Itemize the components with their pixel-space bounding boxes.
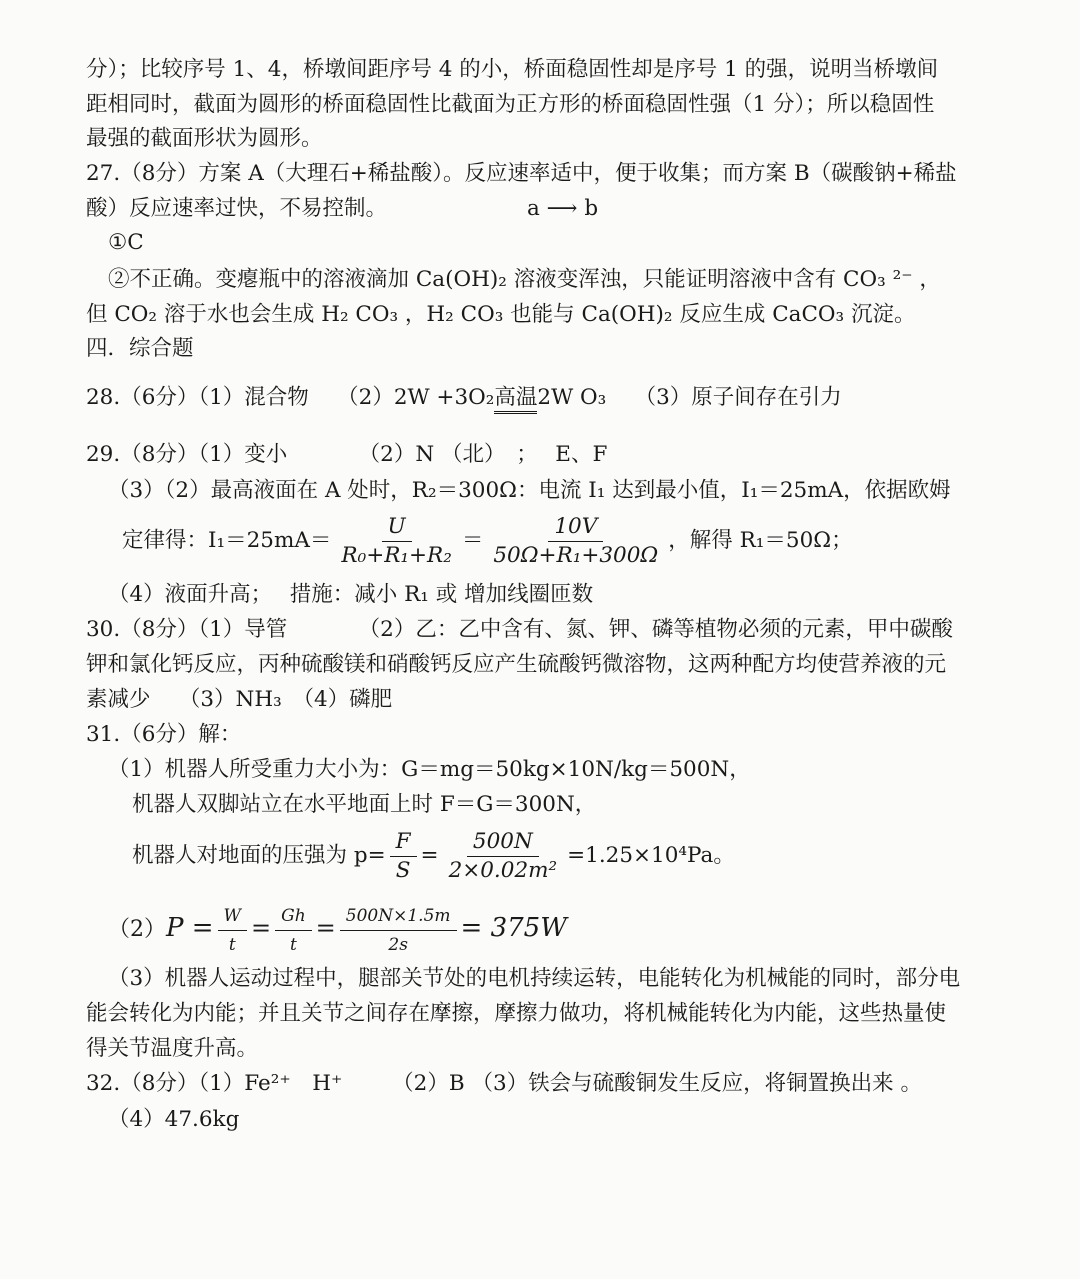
q31-eq-text: 机器人对地面的压强为 p= bbox=[132, 843, 386, 868]
fraction bbox=[275, 904, 312, 957]
text-line: 最强的截面形状为圆形。 bbox=[86, 126, 323, 151]
numerator: Gh bbox=[275, 904, 312, 931]
q27-line bbox=[86, 192, 598, 226]
denominator: t bbox=[228, 934, 236, 955]
section-heading: 四．综合题 bbox=[86, 336, 194, 361]
q32-line: （4）47.6kg bbox=[108, 1107, 240, 1132]
fraction bbox=[340, 904, 457, 957]
q31-result: = 375W bbox=[460, 913, 567, 943]
q29-line: （4）液面升高； 措施：减小 R₁ 或 增加线圈匝数 bbox=[108, 582, 594, 607]
q29-line: （3）（2）最高液面在 A 处时，R₂＝300Ω：电流 I₁ 达到最小值，I₁＝25mA，依据欧姆 bbox=[108, 478, 951, 503]
q27-line: ①C bbox=[108, 230, 144, 255]
q27-text: 酸）反应速率过快，不易控制。 bbox=[86, 196, 388, 221]
q31-eq-text: =1.25×10⁴Pa。 bbox=[567, 843, 735, 868]
q31-line: 机器人双脚站立在水平地面上时 F＝G＝300N， bbox=[132, 792, 597, 817]
q31-pressure-equation bbox=[132, 828, 735, 886]
q31-line: 31.（6分）解： bbox=[86, 722, 242, 747]
fraction bbox=[390, 830, 417, 883]
q31-line: 能会转化为内能；并且关节之间存在摩擦，摩擦力做功，将机械能转化为内能，这些热量使 bbox=[86, 1001, 947, 1026]
q29-equation bbox=[122, 514, 853, 570]
q28-line bbox=[86, 381, 842, 415]
q28-text: 28.（6分）（1）混合物 （2）2W +3O₂ bbox=[86, 385, 495, 410]
denominator: R₀+R₁+R₂ bbox=[341, 542, 452, 568]
q29-eq-text: 定律得：I₁＝25mA＝ bbox=[122, 528, 332, 553]
q27-arrow: a ⟶ b bbox=[527, 196, 599, 221]
numerator: F bbox=[390, 830, 417, 857]
q27-line: 但 CO₂ 溶于水也会生成 H₂ CO₃ ，H₂ CO₃ 也能与 Ca(OH)₂ 反应生成 CaCO₃ 沉淀。 bbox=[86, 302, 916, 327]
q31-power-equation bbox=[108, 898, 567, 960]
fraction bbox=[335, 515, 457, 568]
fraction bbox=[443, 830, 564, 883]
q27-line: 27.（8分）方案 A（大理石+稀盐酸）。反应速率适中，便于收集；而方案 B（碳酸钠+稀盐 bbox=[86, 161, 957, 186]
denominator: 2×0.02m² bbox=[448, 857, 558, 883]
numerator: W bbox=[218, 904, 247, 931]
numerator: U bbox=[382, 515, 412, 542]
q31-line: （1）机器人所受重力大小为：G＝mg＝50kg×10N/kg＝500N， bbox=[108, 757, 751, 782]
q30-line: 钾和氯化钙反应，丙种硫酸镁和硝酸钙反应产生硫酸钙微溶物，这两种配方均使营养液的元 bbox=[86, 652, 947, 677]
equals-sign: = bbox=[420, 843, 439, 868]
fraction bbox=[487, 515, 664, 568]
equals-sign: ＝ bbox=[461, 528, 484, 553]
numerator: 500N×1.5m bbox=[340, 904, 457, 931]
denominator: 2s bbox=[388, 934, 408, 955]
text-line: 分）；比较序号 1、4，桥墩间距序号 4 的小，桥面稳固性却是序号 1 的强，说明当桥墩间 bbox=[86, 57, 939, 82]
numerator: 500N bbox=[467, 830, 539, 857]
denominator: S bbox=[395, 857, 411, 883]
fraction bbox=[218, 904, 247, 957]
power-symbol: P = bbox=[166, 913, 214, 943]
q32-line: 32.（8分）（1）Fe²⁺ H⁺ （2）B （3）铁会与硫酸铜发生反应，将铜置换出来 。 bbox=[86, 1071, 922, 1096]
q31-eq-text: （2） bbox=[108, 917, 166, 942]
text-line: 距相同时，截面为圆形的桥面稳固性比截面为正方形的桥面稳固性强（1 分）；所以稳固性 bbox=[86, 92, 935, 117]
equals-sign: = bbox=[315, 914, 336, 942]
q31-line: 得关节温度升高。 bbox=[86, 1036, 259, 1061]
q30-line: 素减少 （3）NH₃ （4）磷肥 bbox=[86, 687, 393, 712]
numerator: 10V bbox=[548, 515, 603, 542]
q28-reaction-condition: 高温 bbox=[494, 385, 537, 414]
q29-line: 29.（8分）（1）变小 （2）N （北） ； E、F bbox=[86, 442, 608, 467]
q27-line: ②不正确。变瘪瓶中的溶液滴加 Ca(OH)₂ 溶液变浑浊，只能证明溶液中含有 CO₃ ²⁻ ， bbox=[108, 267, 941, 292]
q30-line: 30.（8分）（1）导管 （2）乙：乙中含有、氮、钾、磷等植物必须的元素，甲中碳酸 bbox=[86, 617, 953, 642]
q28-text: 2W O₃ （3）原子间存在引力 bbox=[537, 385, 842, 410]
q29-eq-text: ，解得 R₁＝50Ω； bbox=[668, 528, 853, 553]
denominator: t bbox=[289, 934, 297, 955]
q31-line: （3）机器人运动过程中，腿部关节处的电机持续运转，电能转化为机械能的同时，部分电 bbox=[108, 966, 961, 991]
equals-sign: = bbox=[251, 914, 272, 942]
denominator: 50Ω+R₁+300Ω bbox=[493, 542, 659, 568]
